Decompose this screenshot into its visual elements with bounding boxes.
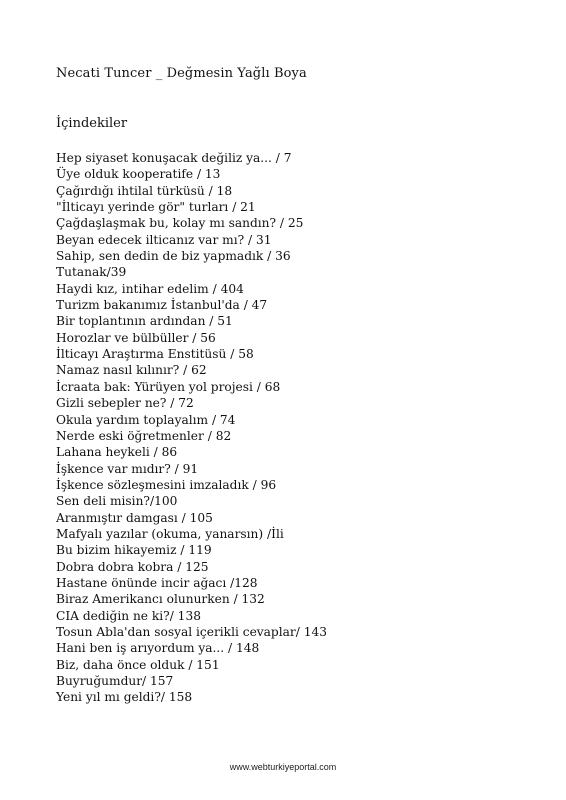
toc-entry: Horozlar ve bülbüller / 56 [56, 330, 216, 345]
toc-heading: İçindekiler [56, 116, 128, 131]
toc-entry: Beyan edecek ilticanız var mı? / 31 [56, 232, 272, 247]
toc-entry: Sen deli misin?/100 [56, 494, 178, 509]
toc-entry: Buyruğumdur/ 157 [56, 674, 174, 688]
toc-entry: Bir toplantının ardından / 51 [56, 314, 233, 329]
toc-entry: Sahip, sen dedin de biz yapmadık / 36 [56, 249, 291, 264]
toc-entry: Biz, daha önce olduk / 151 [56, 657, 220, 672]
toc-entry: Dobra dobra kobra / 125 [56, 559, 209, 574]
footer-url[interactable]: www.webturkiyeportal.com [229, 762, 337, 772]
toc-entry: Hep siyaset konuşacak değiliz ya... / 7 [56, 151, 292, 165]
toc-entry: Hastane önünde incir ağacı /128 [56, 575, 258, 590]
toc-entry: Mafyalı yazılar (okuma, yanarsın) /İli [56, 526, 284, 541]
toc-entry: Gizli sebepler ne? / 72 [56, 396, 194, 411]
toc-entry: Üye olduk kooperatife / 13 [56, 167, 221, 182]
toc-list [56, 150, 327, 706]
toc-entry: Lahana heykeli / 86 [56, 445, 178, 460]
toc-entry: Haydi kız, intihar edelim / 404 [56, 281, 244, 296]
toc-entry: Aranmıştır damgası / 105 [56, 510, 213, 525]
toc-entry: Tutanak/39 [56, 265, 127, 280]
toc-entry: CIA dediğin ne ki?/ 138 [56, 608, 201, 623]
toc-entry: Turizm bakanımız İstanbul'da / 47 [56, 298, 268, 313]
toc-entry: Tosun Abla'dan sosyal içerikli cevaplar/ 143 [56, 624, 327, 639]
toc-entry: İşkence sözleşmesini imzaladık / 96 [56, 477, 277, 492]
toc-entry: Çağırdığı ihtilal türküsü / 18 [56, 183, 233, 198]
document-title: Necati Tuncer _ Değmesin Yağlı Boya [56, 66, 307, 81]
toc-entry: İcraata bak: Yürüyen yol projesi / 68 [56, 379, 281, 394]
toc-entry: Bu bizim hikayemiz / 119 [56, 543, 212, 558]
toc-entry: Yeni yıl mı geldi?/ 158 [56, 690, 193, 705]
toc-entry: Okula yardım toplayalım / 74 [56, 412, 236, 427]
toc-entry: Namaz nasıl kılınır? / 62 [56, 363, 207, 378]
toc-entry: İşkence var mıdır? / 91 [56, 461, 199, 476]
toc-entry: Nerde eski öğretmenler / 82 [56, 428, 232, 443]
toc-entry: Biraz Amerikancı olunurken / 132 [56, 592, 265, 607]
toc-entry: İlticayı Araştırma Enstitüsü / 58 [56, 347, 254, 362]
toc-entry: "İlticayı yerinde gör" turları / 21 [56, 200, 256, 215]
toc-entry: Çağdaşlaşmak bu, kolay mı sandın? / 25 [56, 216, 304, 231]
toc-entry: Hani ben iş arıyordum ya... / 148 [56, 641, 260, 656]
